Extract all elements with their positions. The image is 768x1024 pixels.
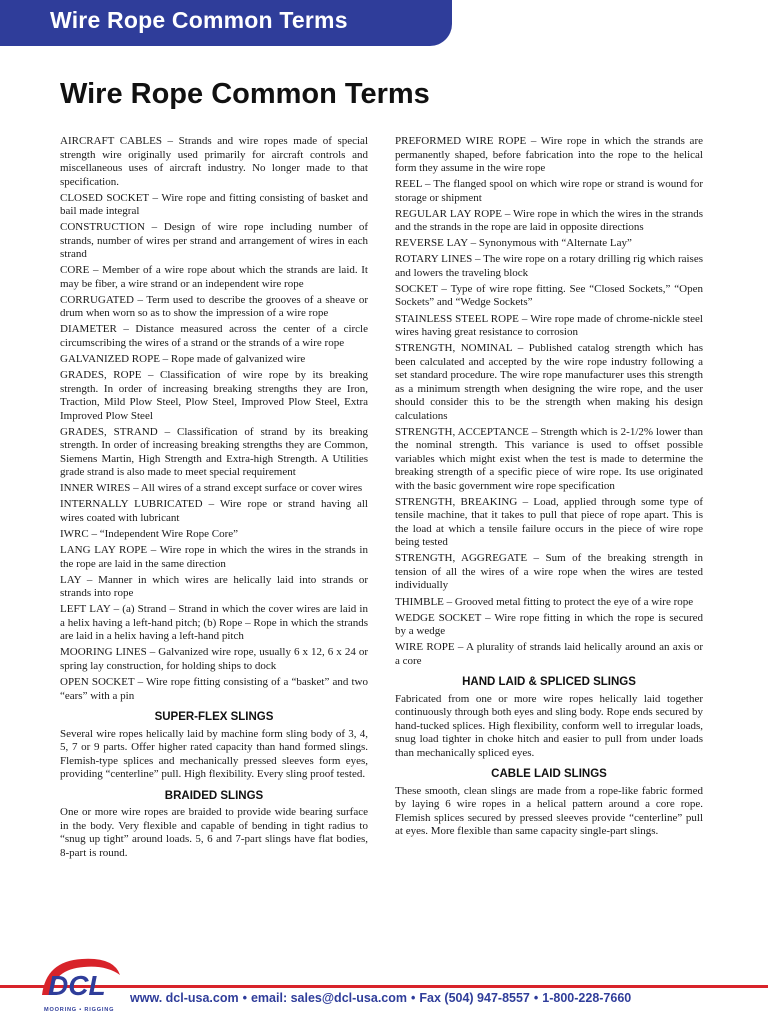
term-entry: STRENGTH, BREAKING – Load, applied through some type of tensile machine, that it takes to pull that piece of rope apart. This is the load at which a tensile failure occurs in the piece of wire rope being tested [395, 495, 703, 549]
term-entry: DIAMETER – Distance measured across the center of a circle circumscribing the wires of a strand or the strands of a wire rope [60, 323, 368, 349]
term-entry: OPEN SOCKET – Wire rope fitting consisting of a “basket” and two “ears” with a pin [60, 676, 368, 702]
term-entry: WIRE ROPE – A plurality of strands laid helically around an axis or a core [395, 641, 703, 667]
term-entry: CORRUGATED – Term used to describe the grooves of a sheave or drum when worn so as to show the impression of a wire rope [60, 293, 368, 320]
logo-text: DCL [48, 970, 106, 1001]
page-title: Wire Rope Common Terms [60, 78, 430, 110]
cable-laid-text: These smooth, clean slings are made from a rope-like fabric formed by laying 6 wire ropes in a helical pattern around a core rope. Flemish splices secured by pressed sleeves provide “centerline” pull at eyes. More flexible than same capacity single-part slings. [395, 784, 703, 838]
fax-number: Fax (504) 947-8557 [419, 991, 530, 1005]
term-entry: ROTARY LINES – The wire rope on a rotary drilling rig which raises and lowers the traveling block [395, 253, 703, 279]
term-entry: REGULAR LAY ROPE – Wire rope in which the wires in the strands and the strands in the rope are laid in opposite directions [395, 207, 703, 234]
banner-title: Wire Rope Common Terms [50, 7, 348, 33]
term-entry: CONSTRUCTION – Design of wire rope including number of strands, number of wires per strand and arrangement of wires in each strand [60, 221, 368, 261]
term-entry: IWRC – “Independent Wire Rope Core” [60, 528, 239, 541]
term-entry: GRADES, STRAND – Classification of strand by its breaking strength. In order of increasing breaking strengths they are Common, Siemens Martin, High Strength and Extra-high Strength. A Utilities grade strand is also made to meet special requirement [60, 425, 368, 479]
term-entry: AIRCRAFT CABLES – Strands and wire ropes made of special strength wire originally used primarily for aircraft controls and miscellaneous uses of aircraft industry. No longer made to that specification. [60, 135, 368, 188]
hand-laid-text: Fabricated from one or more wire ropes helically laid together continuously through both eyes and sling body. Rope ends secured by hand-tucked splices. High flexibility, conform well to irregular loads, snug load tighter in choke hitch and easier to pull from under loads than mechanically spliced eyes. [395, 692, 703, 759]
term-entry: LAY – Manner in which wires are helically laid into strands or strands into rope [60, 573, 368, 600]
term-entry: LANG LAY ROPE – Wire rope in which the wires in the strands in the rope are laid in the same direction [60, 544, 368, 570]
left-column [60, 135, 368, 863]
email-link[interactable]: email: sales@dcl-usa.com [250, 991, 407, 1005]
cable-laid-heading: CABLE LAID SLINGS [491, 768, 607, 781]
term-entry: MOORING LINES – Galvanized wire rope, usually 6 x 12, 6 x 24 or spring lay construction, for holding ships to dock [60, 646, 368, 672]
hand-laid-heading: HAND LAID & SPLICED SLINGS [462, 676, 636, 689]
braided-heading: BRAIDED SLINGS [164, 789, 264, 802]
term-entry: STRENGTH, AGGREGATE – Sum of the breaking strength in tension of all the wires of a wire rope when the wires are tested individually [395, 552, 703, 592]
term-entry: GRADES, ROPE – Classification of wire rope by its breaking strength. In order of increasing breaking strengths they are Iron, Traction, Mild Plow Steel, Plow Steel, Improved Plow Steel, Extra Improved Plow Steel [60, 369, 368, 422]
phone-number: 1-800-228-7660 [542, 991, 632, 1005]
super-flex-heading: SUPER-FLEX SLINGS [154, 711, 274, 723]
footer-contact [130, 991, 631, 1005]
term-entry: THIMBLE – Grooved metal fitting to protect the eye of a wire rope [395, 595, 694, 608]
logo-tagline: MOORING • RIGGING [44, 1007, 115, 1013]
term-entry: SOCKET – Type of wire rope fitting. See “Closed Sockets,” “Open Sockets” and “Wedge Sockets” [395, 282, 703, 309]
braided-text: One or more wire ropes are braided to provide wide bearing surface in the body. Very flexible and capable of bending in tight radius to “snug up tight” around loads. 5, 6 and 7-part slings have flat bodies, 8-part is round. [60, 806, 368, 859]
term-entry: GALVANIZED ROPE – Rope made of galvanized wire [60, 353, 306, 366]
right-column [395, 135, 703, 841]
term-entry: CORE – Member of a wire rope about which the strands are laid. It may be fiber, a wire strand or an independent wire rope [60, 264, 368, 290]
term-entry: REEL – The flanged spool on which wire rope or strand is wound for storage or shipment [395, 178, 703, 204]
term-entry: CLOSED SOCKET – Wire rope and fitting consisting of basket and bail made integral [60, 191, 368, 218]
separator-dot: • [533, 991, 539, 1005]
website-link[interactable]: www. dcl-usa.com [130, 991, 239, 1005]
separator-dot: • [411, 991, 416, 1005]
term-entry: INNER WIRES – All wires of a strand except surface or cover wires [60, 482, 363, 495]
term-entry: STRENGTH, NOMINAL – Published catalog strength which has been calculated and accepted by the wire rope industry following a set standard procedure. The wire rope manufacturer uses this strength as a minimum strength when designing the wire rope, and the user should consider this to be the strength when making his design calculations [395, 342, 703, 422]
term-entry: STAINLESS STEEL ROPE – Wire rope made of chrome-nickle steel wires having great resistance to corrosion [395, 312, 703, 339]
super-flex-text: Several wire ropes helically laid by machine form sling body of 3, 4, 5, 7 or 9 parts. Offer higher rated capacity than hand formed slings. Flemish-type splices and mechanically pressed sleeves form eyes, providing “centerline” pull. High flexibility. Every sling proof tested. [60, 727, 368, 780]
term-entry: PREFORMED WIRE ROPE – Wire rope in which the strands are permanently shaped, before fabrication into the rope to the helical form they assume in the wire rope [395, 135, 703, 174]
term-entry: STRENGTH, ACCEPTANCE – Strength which is 2-1/2% lower than the nominal strength. This variance is used to offset possible variables which might exist when the test is made to determine the breaking strength of a specific piece of wire rope. Its use originated with the basic government wire rope specification [395, 425, 703, 492]
term-entry: WEDGE SOCKET – Wire rope fitting in which the rope is secured by a wedge [395, 611, 703, 638]
term-entry: LEFT LAY – (a) Strand – Strand in which the cover wires are laid in a helix having a left-hand pitch; (b) Rope – Rope in which the strands are laid in a helix having a left-hand pitch [60, 603, 368, 643]
separator-dot: • [242, 991, 247, 1005]
header-banner [0, 0, 452, 46]
term-entry: INTERNALLY LUBRICATED – Wire rope or strand having all wires coated with lubricant [60, 498, 368, 524]
term-entry: REVERSE LAY – Synonymous with “Alternate Lay” [395, 237, 632, 250]
